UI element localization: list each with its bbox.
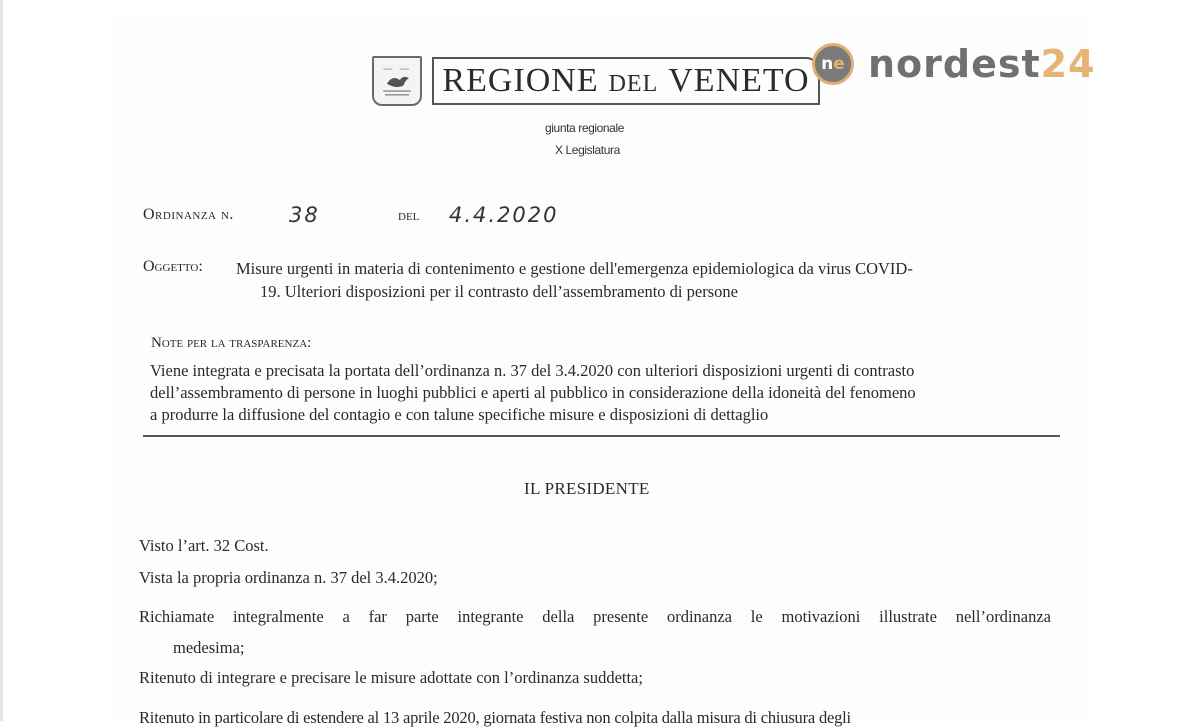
transparency-note-text xyxy=(150,360,1060,426)
paragraph-visto-art: Visto l’art. 32 Cost. xyxy=(139,536,269,555)
brand-text: nordest xyxy=(868,42,1041,86)
logo-mark-e: e xyxy=(833,54,845,74)
paragraph-richiamate-cont: medesima; xyxy=(173,638,245,657)
nordest24-watermark xyxy=(812,42,1096,86)
subject-line-1: Misure urgenti in materia di contenimento e gestione dell'emergenza epidemiologica da virus COVID- xyxy=(236,259,913,278)
note-line-3: a produrre la diffusione del contagio e con talune specifiche misure e disposizioni di dettaglio xyxy=(150,405,769,424)
ordinance-date-label: del xyxy=(398,208,420,224)
paragraph-ritenuto-integrare: Ritenuto di integrare e precisare le misure adottate con l’ordinanza suddetta; xyxy=(139,668,643,687)
subtitle-giunta: giunta regionale xyxy=(545,121,625,135)
region-crest-icon xyxy=(372,56,422,106)
paragraph-richiamate: Richiamate integralmente a far parte integrante della presente ordinanza le motivazioni illustrate nell’ordinanza xyxy=(139,607,1051,626)
paragraph-ritenuto-estendere: Ritenuto in particolare di estendere al 13 aprile 2020, giornata festiva non colpita dalla misura di chiusura degli xyxy=(139,708,851,727)
president-heading: IL PRESIDENTE xyxy=(524,479,650,498)
page-edge xyxy=(0,0,3,721)
subject-label: Oggetto: xyxy=(143,258,203,275)
note-line-2: dell’assembramento di persone in luoghi pubblici e aperti al pubblico in considerazione della idoneità del fenomeno xyxy=(150,383,916,402)
note-line-1: Viene integrata e precisata la portata dell’ordinanza n. 37 del 3.4.2020 con ulteriori disposizioni urgenti di contrasto xyxy=(150,361,915,380)
paragraph-vista-ordinanza: Vista la propria ordinanza n. 37 del 3.4.2020; xyxy=(139,568,438,587)
brand-name xyxy=(868,42,1096,86)
ordinance-date: 4.4.2020 xyxy=(449,203,559,227)
brand-number: 24 xyxy=(1040,42,1096,86)
nordest24-logo-icon xyxy=(812,43,854,85)
subtitle-legislatura: X Legislatura xyxy=(555,143,620,157)
divider xyxy=(143,435,1060,437)
logo-mark-n: n xyxy=(821,54,834,74)
region-title-box xyxy=(432,57,820,105)
title-part-regione: REGIONE xyxy=(442,62,599,99)
ordinance-label: Ordinanza n. xyxy=(143,206,234,223)
title-part-veneto: VENETO xyxy=(668,62,810,99)
subject-text xyxy=(236,257,1036,303)
region-title xyxy=(442,62,809,100)
title-part-del: DEL xyxy=(608,71,659,97)
subject-line-2: 19. Ulteriori disposizioni per il contrasto dell’assembramento di persone xyxy=(260,282,738,301)
ordinance-number: 38 xyxy=(289,203,320,227)
transparency-note-label: Note per la trasparenza: xyxy=(151,335,312,351)
